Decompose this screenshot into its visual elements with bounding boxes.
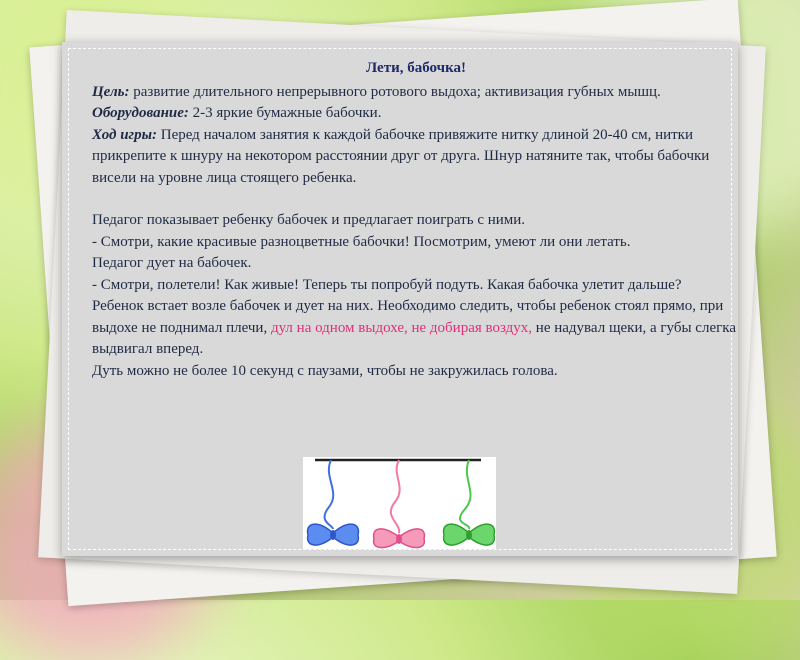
final-note: Дуть можно не более 10 секунд с паузами, чтобы не закружилась голова. [92,362,558,379]
instruction-paragraph [92,296,740,361]
goal-label: Цель: [92,83,130,100]
procedure-paragraph [92,125,740,190]
instruction-highlight: дул на одном выдохе, не добирая воздух, [270,319,533,336]
butterflies-illustration [303,457,496,549]
instruction-text: Ребенок встает возле бабочек и дует на них. Необходимо следить, чтобы ребенок стоял прямо, при выдохе не поднимал плечи, [92,298,724,336]
paragraph-gap [92,189,740,210]
game-description [92,58,740,382]
dialog-line: Педагог дует на бабочек. [92,255,252,271]
pink-string [391,460,400,533]
equipment-paragraph [92,103,740,125]
butterflies-image [303,457,496,549]
procedure-text: Перед началом занятия к каждой бабочке привяжите нитку длиной 20-40 см, нитки прикрепите к шнуру на некотором расстоянии друг от друга. Шнур натяните так, чтобы бабочки висели на уровне лица стоящего ребенка. [92,126,710,186]
blue-string [325,460,334,529]
procedure-label: Ход игры: [92,126,157,143]
goal-text: развитие длительного непрерывного ротового выдоха; активизация губных мышц. [129,83,661,100]
instruction-text: не надувал щеки, а губы слегка выдвигал вперед. [92,319,736,357]
goal-paragraph [92,82,740,104]
green-string [460,460,471,529]
game-title: Лети, бабочка! [365,60,467,76]
dialog-line: - Смотри, полетели! Как живые! Теперь ты попробуй подуть. Какая бабочка улетит дальше? [92,276,682,293]
equipment-text: 2-3 яркие бумажные бабочки. [188,105,382,121]
dialog-line: - Смотри, какие красивые разноцветные бабочки! Посмотрим, умеют ли они летать. [92,233,631,250]
equipment-label: Оборудование: [92,105,189,121]
dialog-line: Педагог показывает ребенку бабочек и предлагает поиграть с ними. [92,212,526,228]
